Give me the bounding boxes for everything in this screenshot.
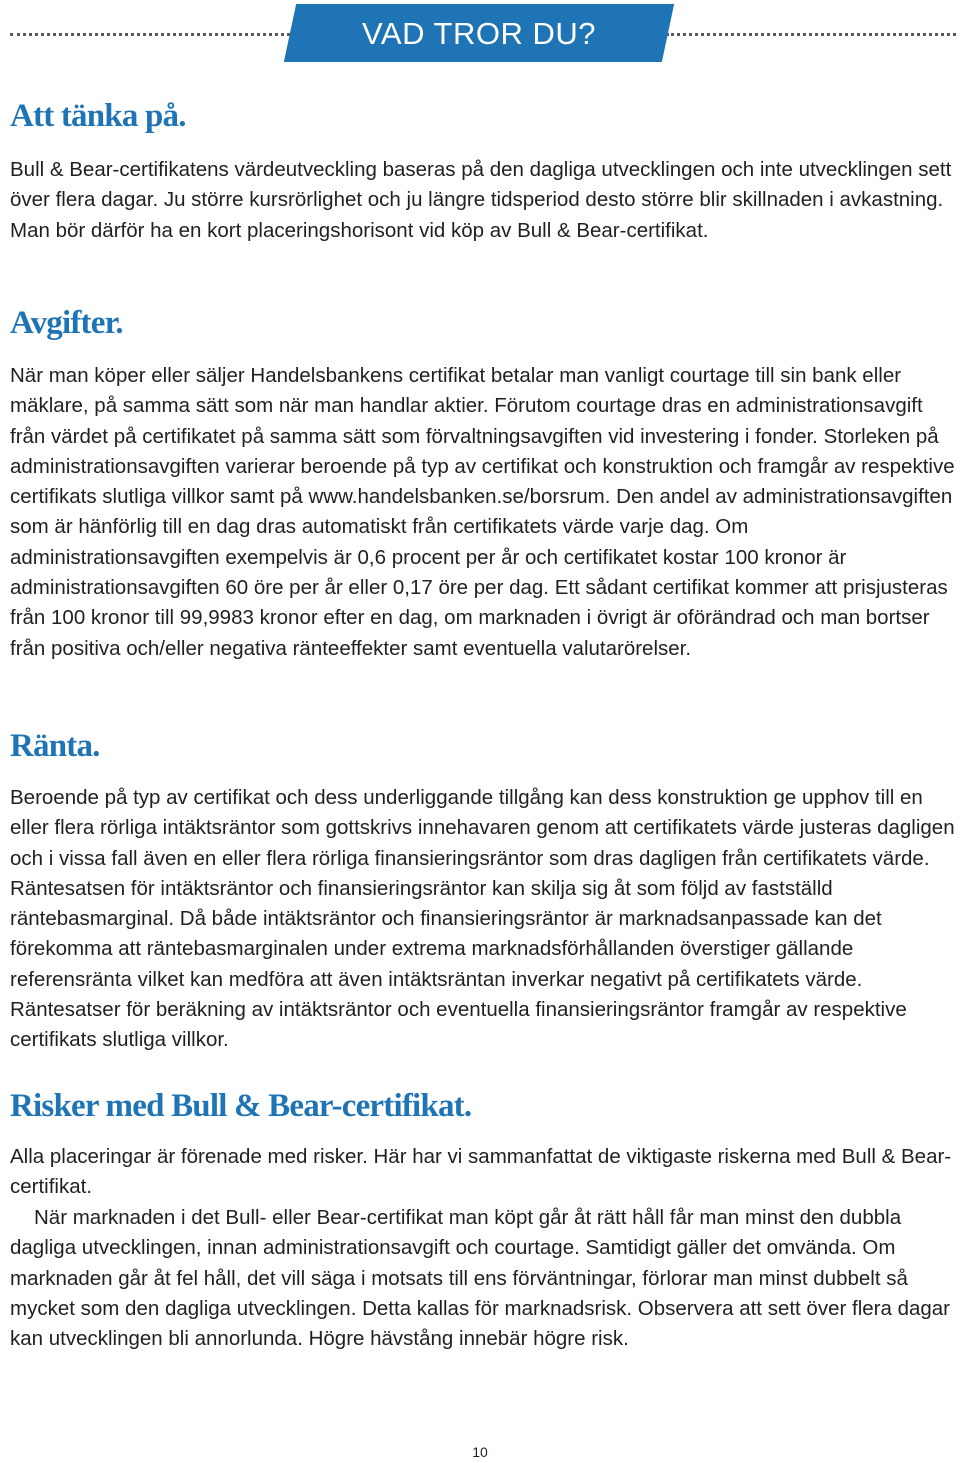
paragraph-ranta: Beroende på typ av certifikat och dess underliggande tillgång kan dess konstruktion ge upphov till en eller flera rörliga intäktsräntor som gottskrivs innehavaren genom att certifikatets värde justeras dagligen och i vissa fall även en eller flera rörliga finansieringsräntor som dras dagligen från certifikatets värde. Räntesatsen för intäktsräntor och finansieringsräntor kan skilja sig åt som följd av fastställd räntebasmarginal. Då både intäktsräntor och finansieringsräntor är marknadsanpassade kan det förekomma att räntebasmarginalen under extrema marknadsförhållanden överstiger gällande referensränta vilket kan medföra att även intäktsräntan inverkar negativt på certifikatets värde. Räntesatser för beräkning av intäktsräntor och eventuella finansieringsräntor framgår av respektive certifikats slutliga villkor. xyxy=(10,786,955,1052)
banner-title: VAD TROR DU? xyxy=(362,16,596,51)
page-number: 10 xyxy=(472,1444,488,1460)
paragraph-risker-body-text: När marknaden i det Bull- eller Bear-certifikat man köpt går åt rätt håll får man minst den dubbla dagliga utvecklingen, innan administrationsavgift och courtage. Samtidigt gäller det omvända. Om marknaden går åt fel håll, det vill säga i motsats till ens förväntningar, förlorar man minst dubbelt så mycket som den dagliga utvecklingen. Detta kallas för marknadsrisk. Observera att sett över flera dagar kan utvecklingen bli annorlunda. Högre hävstång innebär högre risk. xyxy=(10,1206,951,1351)
heading-ranta: Ränta. xyxy=(10,728,100,764)
paragraph-risker-body xyxy=(10,1203,955,1354)
dotted-rule-right xyxy=(666,33,956,36)
paragraph-risker-intro: Alla placeringar är förenade med risker. Här har vi sammanfattat de viktigaste riskerna med Bull & Bear-certifikat. xyxy=(10,1145,952,1199)
heading-avgifter: Avgifter. xyxy=(10,305,123,341)
dotted-rule-left xyxy=(10,33,296,36)
heading-risker: Risker med Bull & Bear-certifikat. xyxy=(10,1088,472,1124)
heading-att-tanka-pa: Att tänka på. xyxy=(10,98,186,134)
paragraph-att-tanka-pa: Bull & Bear-certifikatens värdeutveckling baseras på den dagliga utvecklingen och inte utvecklingen sett över flera dagar. Ju större kursrörlighet och ju längre tidsperiod desto större blir skillnaden i avkastning. Man bör därför ha en kort placeringshorisont vid köp av Bull & Bear-certifikat. xyxy=(10,158,952,242)
paragraph-avgifter: När man köper eller säljer Handelsbankens certifikat betalar man vanligt courtage till sin bank eller mäklare, på samma sätt som när man handlar aktier. Förutom courtage dras en administrationsavgift från värdet på certifikatet på samma sätt som förvaltningsavgiften vid investering i fonder. Storleken på administrationsavgiften varierar beroende på typ av certifikat och konstruktion och framgår av respektive certifikats slutliga villkor samt på www.handelsbanken.se/borsrum. Den andel av administrationsavgiften som är hänförlig till en dag dras automatiskt från certifikatets värde varje dag. Om administrationsavgiften exempelvis är 0,6 procent per år och certifikatet kostar 100 kronor är administrationsavgiften 60 öre per år eller 0,17 öre per dag. Ett sådant certifikat kommer att prisjusteras från 100 kronor till 99,9983 kronor efter en dag, om marknaden i övrigt är oförändrad och man bortser från positiva och/eller negativa ränteeffekter samt eventuella valutarörelser. xyxy=(10,364,955,660)
